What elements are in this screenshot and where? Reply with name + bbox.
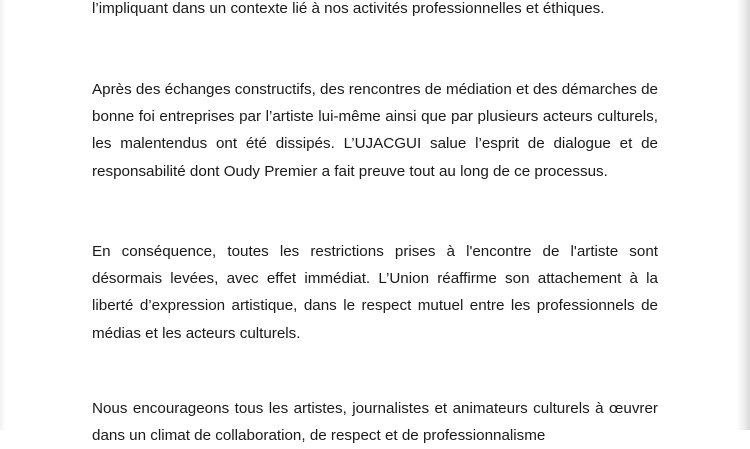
paragraph-mediation: Après des échanges constructifs, des rencontres de médiation et des démarches de bonne foi entreprises par l’artiste lui-même ainsi que par plusieurs acteurs culturels, les malentendus ont été dissipés. L’UJACGUI salue l’esprit de dialogue et de responsabilité dont Oudy Premier a fait preuve tout au long de ce processus.: [92, 81, 658, 180]
paragraph-encouragement: Nous encourageons tous les artistes, journalistes et animateurs culturels à œuvrer dans un climat de collaboration, de respect et de professionnalisme: [92, 400, 658, 445]
page-edge-shadow-left: [0, 0, 6, 430]
paragraph-continuation: l’impliquant dans un contexte lié à nos activités professionnelles et éthiques.: [92, 0, 605, 17]
paragraph-restrictions-lifted: En conséquence, toutes les restrictions prises à l'encontre de l'artiste sont désormais levées, avec effet immédiat. L’Union réaffirme son attachement à la liberté d’expression artistique, dans le respect mutuel entre les professionnels de médias et les acteurs culturels.: [92, 243, 658, 342]
page-edge-shadow-right: [736, 0, 750, 430]
